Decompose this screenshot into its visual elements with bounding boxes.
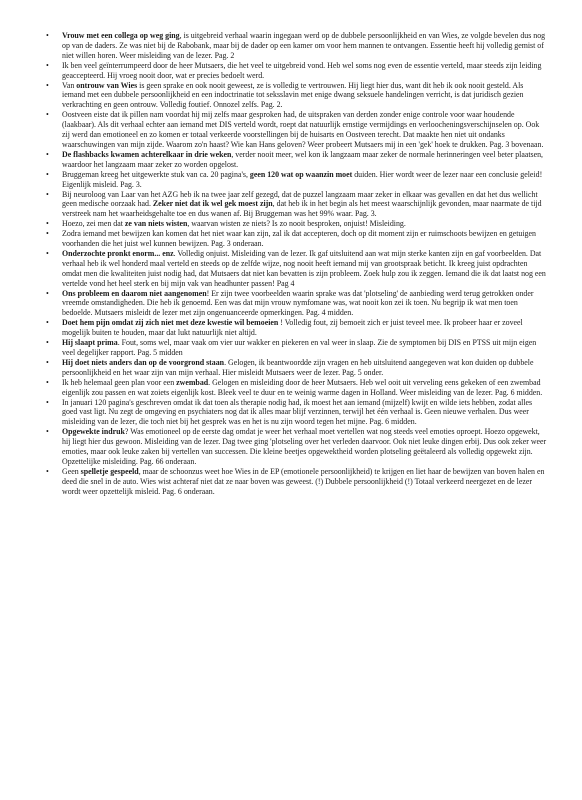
bold-text-segment: De flashbacks kwamen achterelkaar in drie weken: [62, 149, 232, 159]
bullet-icon: •: [46, 80, 49, 90]
list-item: [46, 31, 548, 61]
text-segment: , dat heb ik in het begin als het meest waarschijnlijk gevonden, maar naarmate de tijd verstreek nam het waarheidsgehalte toe en dus wanen af. Bij Bruggeman was het 99% waar. Pag. 3.: [62, 199, 542, 219]
bullet-icon: •: [46, 189, 49, 199]
list-item: [46, 338, 548, 358]
list-item: [46, 248, 548, 289]
bullet-icon: •: [46, 377, 49, 387]
text-segment: In januari 120 pagina's geschreven omdat ik dat toen als therapie nodig had, ik moest het aan iemand (mijzelf) kwijt en wilde iets hebben, zodat alles goed vast ligt. Nu zegt de omgeving en psychiaters nog dat ik alles maar blijf verzinnen, terwijl het één verhaal is. Geen nieuwe verhalen. Dus weer misleiding van de lezer, die toch niet bij het gesprek was en het is nu zijn woord tegen het mijne. Pag. 6 midden.: [62, 397, 533, 427]
text-segment: duiden. Hier wordt weer de lezer naar een conclusie geleid! Eigenlijk misleid. Pag. 3.: [62, 169, 543, 189]
bold-text-segment: Hij doet niets anders dan op de voorgrond staan: [62, 357, 225, 367]
text-segment: , verder nooit meer, wel kon ik langzaam maar zeker de normale herinneringen veel beter plaatsen, waardoor het langzaam maar zeker zo worden opgelost.: [62, 149, 544, 169]
text-segment: Bij neuroloog van Laar van het AZG heb ik na twee jaar zelf gezegd, dat de puzzel langzaam maar zeker in elkaar was gevallen en dat het dus wellicht geen medische oorzaak had.: [62, 189, 538, 209]
list-item: [46, 357, 548, 378]
bold-text-segment: spelletje gespeeld: [80, 466, 139, 476]
bullet-icon: •: [46, 397, 49, 407]
text-segment: Zodra iemand met bewijzen kan komen dat het niet waar kan zijn, zal ik dat accepteren, doch op dit moment zijn er ruimschoots bewijzen en getuigen voorhanden die het juist wel kunnen bewijzen. Pag. 3 onderaan.: [62, 229, 536, 249]
list-item: [46, 110, 548, 150]
text-segment: Ik ben veel geïnterrumpeerd door de heer Mutsaers, die het veel te uitgebreid vond. Heb wel soms nog even de essentie verteld, maar steeds zijn leiding geaccepteerd. Hij vroeg nooit door, wat er precies bedoelt werd.: [62, 60, 542, 80]
list-item: [46, 149, 548, 170]
bullet-icon: •: [46, 427, 49, 437]
text-segment: Oostveen eiste dat ik pillen nam voordat hij mij zelfs maar gesproken had, de uitspraken van derden zonder enige controle voor waar houdende (laakbaar). Als dit verhaal echter aan iemand met DIS verteld wordt, roept dat natuurlijk ernstige vermijdings en verloocheningsverschijnselen op. Ook zij werd dan emotioneel en zo komen er totaal verkeerde voorstellingen bij de huisarts en Oostveen terecht. Dat maakte hen niet uit ondanks waarschuwingen van mijn zijde. Waarom zo'n haast? Wie kan Hans geloven? Weer probeert Mutsaers mij in een 'gek' hoek te drukken. Pag. 3 bovenaan.: [62, 110, 544, 149]
bullet-icon: •: [46, 229, 49, 239]
list-item: [46, 229, 548, 249]
text-segment: ! Er zijn twee voorbeelden waarin sprake was dat 'plotseling' de aanbieding werd terug getrokken onder vreemde omstandigheden. Die heb ik genoemd. Een was dat mijn vrouw nymfomane was, wat nooit kon zei ik toen. Nu begrijp ik wat men toen bedoelde. Mutsaers misleidt de lezer met zijn ongenuanceerde opmerkingen. Pag. 4 midden.: [62, 288, 534, 318]
bold-text-segment: Zeker niet dat ik wel gek moest zijn: [152, 199, 273, 209]
text-segment: Geen: [62, 466, 81, 476]
list-item: [46, 219, 548, 229]
bold-text-segment: Opgewekte indruk: [62, 427, 125, 437]
list-item: [46, 60, 548, 81]
list-item: [46, 397, 548, 428]
bold-text-segment: Ons probleem en daarom niet aangenomen: [62, 288, 207, 298]
text-segment: is geen sprake en ook nooit geweest, ze is volledig te vertrouwen. Hij liegt hier dus, want dit heb ik ook nooit gesteld. Als iemand met een dubbele persoonlijkheid en een indoctrinatie tot seksslavin met enige dwang seksuele handelingen verricht, is dat juridisch gezien verkrachting en geen ontrouw. Volledig foutief. Onnozel zelfs. Pag. 2.: [62, 80, 524, 110]
bullet-icon: •: [46, 31, 49, 40]
bullet-icon: •: [46, 338, 49, 348]
list-item: [46, 377, 548, 398]
text-segment: . Fout, soms wel, maar vaak om vier uur wakker en piekeren en val weer in slaap. Zie de symptomen bij DIS en PTSS uit mijn eigen veel degelijker rapport. Pag. 5 midden: [62, 338, 537, 357]
list-item: [46, 288, 548, 319]
list-item: [46, 318, 548, 338]
bullet-icon: •: [46, 466, 49, 476]
list-item: [46, 80, 548, 111]
bullet-icon: •: [46, 149, 49, 159]
text-segment: , waarvan wisten ze niets? Is zo nooit besproken, onjuist! Misleiding.: [187, 219, 406, 229]
text-segment: , is uitgebreid verhaal waarin ingegaan werd op de dubbele persoonlijkheid en van Wies, ze volgde bevelen dus nog op van de daders. Ze was niet bij de Rabobank, maar bij de dader op een kamer om voor hem mannen te ontvangen. Essentie heeft hij volledig gemist of niet willen horen. Weer misleiding van de lezer. Pag. 2: [62, 31, 546, 60]
bullet-icon: •: [46, 169, 49, 179]
bullet-icon: •: [46, 357, 49, 367]
bold-text-segment: ontrouw van Wies: [76, 80, 138, 90]
text-segment: . Gelogen en misleiding door de heer Mutsaers. Heb wel ooit uit verveling eens gekeken of een zwembad eigenlijk zou passen en wat zoiets eigenlijk kost. Bleek veel te duur en te weinig warme dagen in Holland. Weer misleiding van de lezer. Pag. 6 midden.: [62, 377, 543, 397]
bullet-icon: •: [46, 288, 49, 298]
text-segment: ! Volledig fout, zij bemoeit zich er juist teveel mee. Ik probeer haar er zoveel mogelijk buiten te houden, maar dat lukt natuurlijk niet altijd.: [62, 318, 523, 338]
bold-text-segment: Vrouw met een collega op weg ging: [62, 31, 180, 40]
text-segment: ? Was emotioneel op de eerste dag omdat je weer het verhaal moet vertellen wat nog steeds veel emoties oproept. Hoezo opgewekt, hij liegt hier dus gewoon. Misleiding van de lezer. Dag twee ging 'plotseling over het verleden daarvoor. Ook niet leuke dingen erbij. Dus ook zeker weer emoties, maar ook leuke zaken bij vertellen van successen. Die kleine beetjes opgewektheid worden plotseling geëtaleerd als volledig opgewekt zijn. Opzettelijke misleiding. Pag. 66 onderaan.: [62, 427, 547, 466]
text-segment: , maar de schoonzus weet hoe Wies in de EP (emotionele persoonlijkheid) te krijgen en liet haar de bewijzen van boven halen en deed die snel in de auto. Wies wist achteraf niet dat ze naar boven was geweest. (!) Dubbele persoonlijkheid (!) Totaal verkeerd neergezet en de lezer wordt weer opzettelijk misleid. Pag. 6 onderaan.: [62, 466, 545, 496]
text-segment: Bruggeman kreeg het uitgewerkte stuk van ca. 20 pagina's,: [62, 169, 250, 179]
bold-text-segment: Onderzochte pronkt enorm... enz: [62, 248, 174, 258]
bullet-icon: •: [46, 318, 49, 328]
text-segment: Van: [62, 80, 77, 90]
bold-text-segment: ze van niets wisten: [124, 219, 188, 229]
text-segment: Ik heb helemaal geen plan voor een: [62, 377, 177, 387]
bullet-icon: •: [46, 248, 49, 258]
bold-text-segment: Hij slaapt prima: [62, 338, 118, 348]
list-item: [46, 189, 548, 220]
bold-text-segment: zwembad: [176, 377, 209, 387]
bullet-icon: •: [46, 219, 49, 229]
text-segment: . Volledig onjuist. Misleiding van de lezer. Ik gaf uitsluitend aan wat mijn sterke kanten zijn en gaf voorbeelden. Dat verhaal heb ik wel honderd maal verteld en steeds op de zelfde wijze, nog nooit heeft iemand mij van grootspraak beticht. Ik kreeg juist opdrachten omdat men die kwaliteiten juist nodig had, dat Mutsaers dat niet kan bevatten is zijn probleem. Zoek hulp zou ik zeggen. Iemand die ik dat laatst nog een vertelde vond het heel sterk en bij mijn vak van headhunter passen! Pag 4: [62, 248, 546, 288]
bold-text-segment: geen 120 wat op waanzin moet: [249, 169, 353, 179]
list-item: [46, 466, 548, 497]
bullet-icon: •: [46, 60, 49, 70]
bold-text-segment: Doet hem pijn omdat zij zich niet met deze kwestie wil bemoeien: [62, 318, 279, 328]
list-item: [46, 169, 548, 190]
text-segment: Hoezo, zei men dat: [62, 219, 125, 229]
list-item: [46, 427, 548, 467]
text-segment: . Gelogen, ik beantwoordde zijn vragen en heb uitsluitend aangegeven wat kon duiden op dubbele persoonlijkheid en het waar zijn van mijn verhaal. Hier misleidt Mutsaers weer de lezer. Pag. 5 onder.: [62, 357, 534, 377]
bullet-list: [46, 31, 548, 497]
bullet-icon: •: [46, 110, 49, 120]
